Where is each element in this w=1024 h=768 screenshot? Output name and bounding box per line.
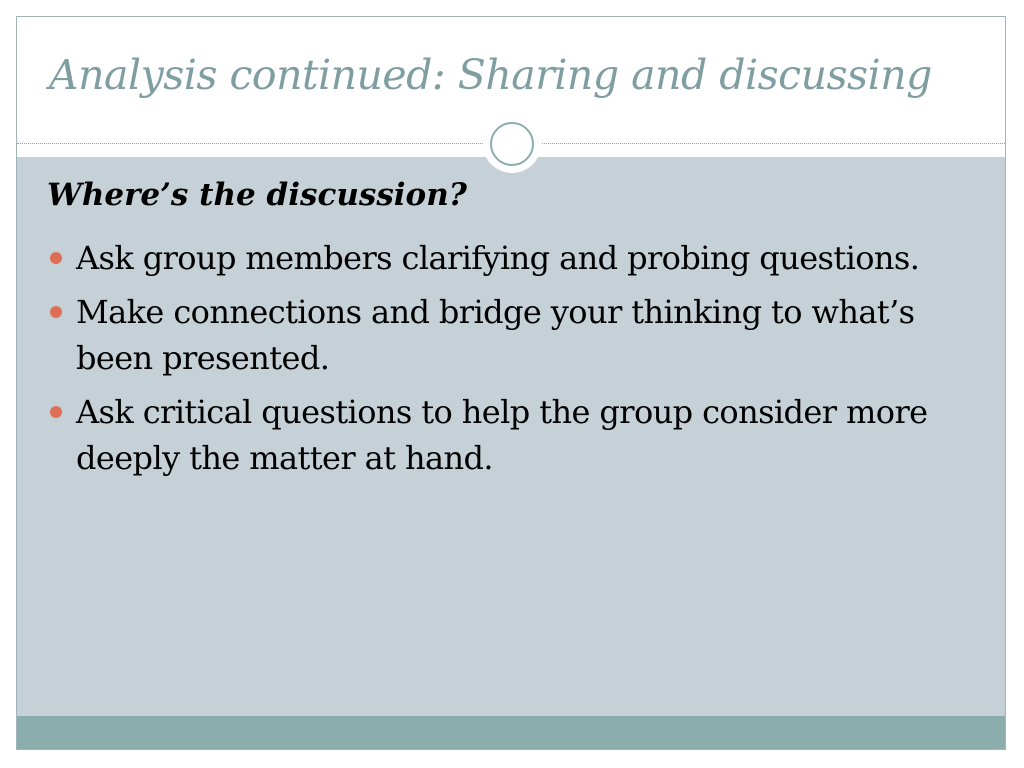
ring-ornament-inner: [490, 122, 534, 166]
bullet-text: Ask critical questions to help the group consider more deeply the matter at hand.: [76, 393, 928, 477]
ring-ornament-icon: [483, 115, 541, 173]
bullet-text: Make connections and bridge your thinking to what’s been presented.: [76, 293, 915, 377]
bullet-item: [47, 389, 977, 481]
bullet-list: [47, 235, 977, 489]
slide-subheading: Where’s the discussion?: [47, 177, 467, 213]
bullet-dot-icon: [50, 252, 62, 264]
bullet-item: [47, 235, 977, 281]
bullet-dot-icon: [50, 306, 62, 318]
bullet-item: [47, 289, 977, 381]
slide-title: Analysis continued: Sharing and discussing: [49, 51, 932, 99]
bullet-text: Ask group members clarifying and probing questions.: [76, 239, 920, 277]
bullet-dot-icon: [50, 406, 62, 418]
slide: [16, 16, 1006, 750]
footer-bar: [17, 716, 1005, 750]
